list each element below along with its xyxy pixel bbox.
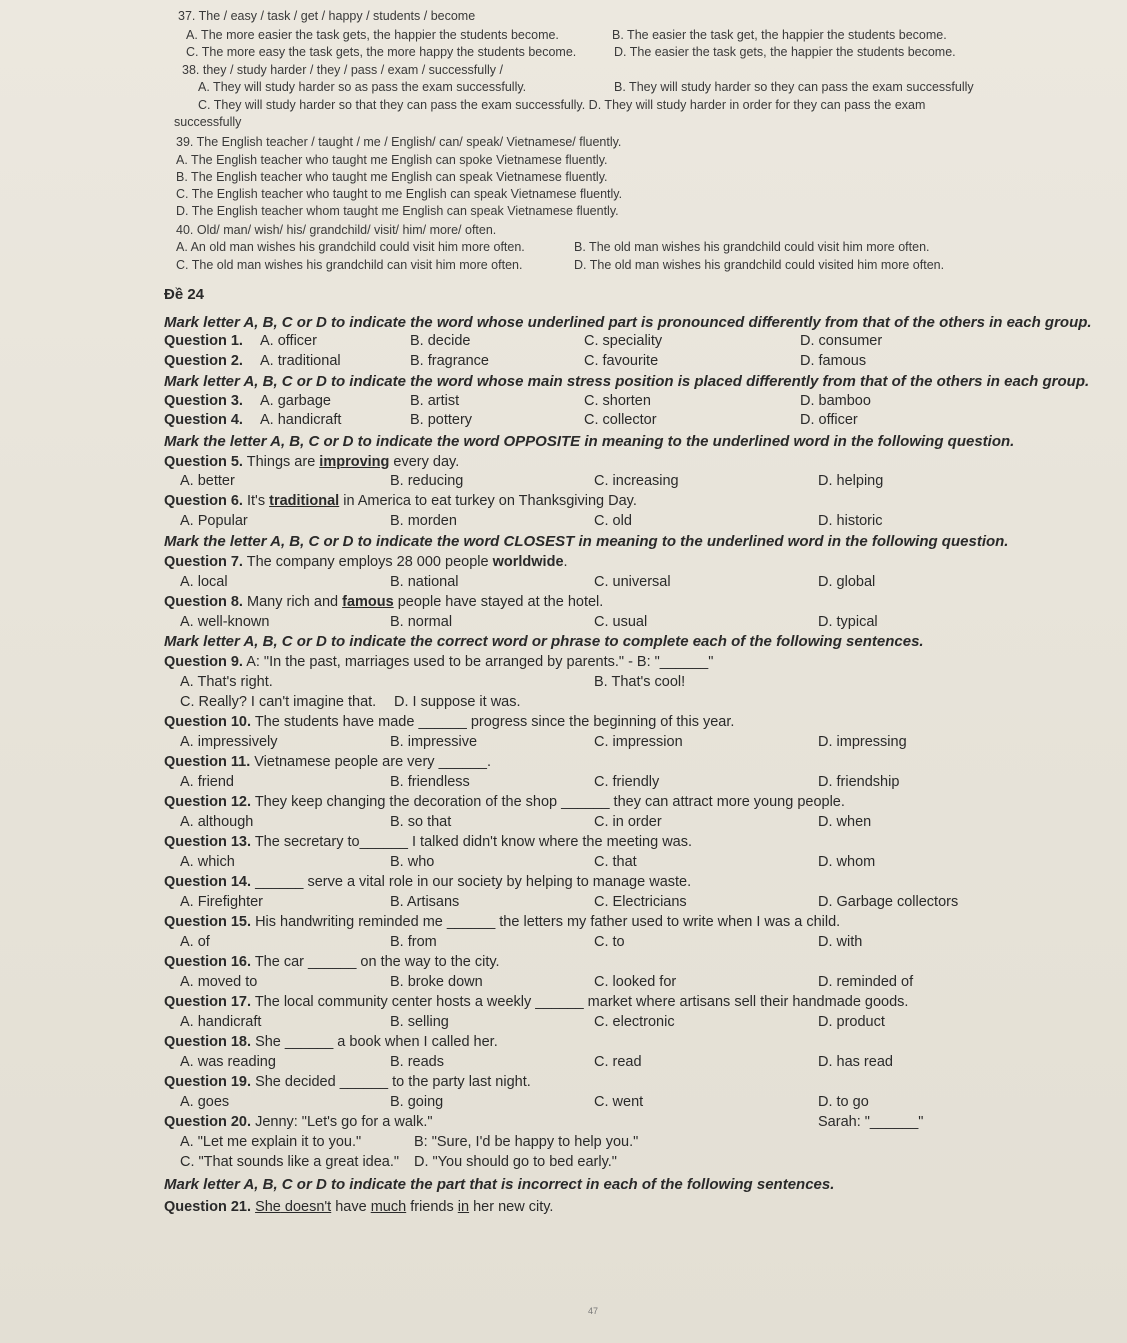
- q39-prompt: 39. The English teacher / taught / me / English/ can/ speak/ Vietnamese/ fluently.: [176, 135, 622, 149]
- q39-option-d: D. The English teacher whom taught me English can speak Vietnamese fluently.: [176, 204, 619, 218]
- q7-label: Question 7.: [164, 554, 243, 570]
- q6-stem-post: in America to eat turkey on Thanksgiving Day.: [339, 493, 637, 509]
- q7-stem: [164, 553, 568, 571]
- q6-option-c[interactable]: C. old: [594, 513, 632, 529]
- q5-stem-pre: Things are: [246, 454, 320, 470]
- q20-option-c[interactable]: C. "That sounds like a great idea.": [180, 1154, 400, 1170]
- q3-label: Question 3.: [164, 393, 243, 409]
- q13-option-d[interactable]: D. whom: [818, 854, 876, 870]
- q20-option-b[interactable]: B: "Sure, I'd be happy to help you.": [414, 1134, 639, 1150]
- q21-part-d[interactable]: in: [457, 1199, 470, 1215]
- q2-option-b[interactable]: B. fragrance: [410, 353, 489, 369]
- q38-option-c: C. They will study harder so that they can pass the exam successfully. D. They will study harder in order for they can pass the exam: [198, 98, 926, 112]
- q17-option-d[interactable]: D. product: [818, 1014, 885, 1030]
- q18-label: Question 18.: [164, 1034, 252, 1050]
- q37-option-a: A. The more easier the task gets, the happier the students become.: [186, 28, 559, 42]
- q16-option-b[interactable]: B. broke down: [390, 974, 483, 990]
- q13-stem-text: The secretary to______ I talked didn't know where the meeting was.: [254, 834, 693, 850]
- q11-label: Question 11.: [164, 754, 251, 770]
- q3-option-c[interactable]: C. shorten: [584, 393, 651, 409]
- q12-option-b[interactable]: B. so that: [390, 814, 452, 830]
- q19-option-b[interactable]: B. going: [390, 1094, 444, 1110]
- q7-option-d[interactable]: D. global: [818, 574, 876, 590]
- q16-stem: [164, 953, 500, 971]
- q12-option-c[interactable]: C. in order: [594, 814, 662, 830]
- q8-underlined-word: famous: [342, 594, 394, 610]
- q15-option-d[interactable]: D. with: [818, 934, 863, 950]
- q5-label: Question 5.: [164, 454, 243, 470]
- q11-option-c[interactable]: C. friendly: [594, 774, 660, 790]
- q11-stem-text: Vietnamese people are very ______.: [254, 754, 491, 770]
- q13-option-b[interactable]: B. who: [390, 854, 435, 870]
- q1-option-c[interactable]: C. speciality: [584, 333, 663, 349]
- q11-option-a[interactable]: A. friend: [180, 774, 234, 790]
- q20-label: Question 20.: [164, 1114, 252, 1130]
- q14-option-b[interactable]: B. Artisans: [390, 894, 460, 910]
- q9-option-a[interactable]: A. That's right.: [180, 674, 273, 690]
- q14-option-c[interactable]: C. Electricians: [594, 894, 687, 910]
- q10-option-d[interactable]: D. impressing: [818, 734, 907, 750]
- instruction-pronunciation: Mark letter A, B, C or D to indicate the word whose underlined part is pronounced differently from that of the others in each group.: [164, 314, 1092, 331]
- q21-label: Question 21.: [164, 1199, 252, 1215]
- q2-option-c[interactable]: C. favourite: [584, 353, 659, 369]
- q7-stem-pre: The company employs 28 000 people: [246, 554, 493, 570]
- q38-option-c-cont: successfully: [174, 115, 242, 129]
- q15-option-c[interactable]: C. to: [594, 934, 625, 950]
- q1-option-a[interactable]: A. officer: [260, 333, 317, 349]
- q11-stem: [164, 753, 491, 771]
- q15-stem-text: His handwriting reminded me ______ the letters my father used to write when I was a child.: [255, 914, 841, 930]
- q8-option-b[interactable]: B. normal: [390, 614, 453, 630]
- q6-stem: [164, 492, 637, 510]
- q6-stem-pre: It's: [247, 493, 270, 509]
- q10-label: Question 10.: [164, 714, 252, 730]
- q10-stem-text: The students have made ______ progress since the beginning of this year.: [254, 714, 735, 730]
- q13-label: Question 13.: [164, 834, 252, 850]
- q15-option-b[interactable]: B. from: [390, 934, 437, 950]
- q40-option-b: B. The old man wishes his grandchild could visit him more often.: [574, 240, 930, 254]
- q19-option-a[interactable]: A. goes: [180, 1094, 230, 1110]
- q8-option-a[interactable]: A. well-known: [180, 614, 270, 630]
- q10-stem: [164, 713, 734, 731]
- q12-stem: [164, 793, 845, 811]
- instruction-opposite: Mark the letter A, B, C or D to indicate the word OPPOSITE in meaning to the underlined word in the following question.: [164, 433, 1015, 450]
- q13-stem: [164, 833, 692, 851]
- q19-label: Question 19.: [164, 1074, 252, 1090]
- q16-option-a[interactable]: A. moved to: [180, 974, 258, 990]
- q4-option-c[interactable]: C. collector: [584, 412, 657, 428]
- q17-option-b[interactable]: B. selling: [390, 1014, 449, 1030]
- q17-stem: [164, 993, 908, 1011]
- q4-option-b[interactable]: B. pottery: [410, 412, 473, 428]
- q21-text-2: friends: [406, 1199, 458, 1215]
- q5-stem: [164, 453, 459, 471]
- q14-option-a[interactable]: A. Firefighter: [180, 894, 263, 910]
- q4-option-d[interactable]: D. officer: [800, 412, 858, 428]
- q37-option-c: C. The more easy the task gets, the more happy the students become.: [186, 45, 577, 59]
- page-number: 47: [588, 1306, 599, 1316]
- q6-underlined-word: traditional: [269, 493, 340, 509]
- q13-option-a[interactable]: A. which: [180, 854, 235, 870]
- q14-label: Question 14.: [164, 874, 252, 890]
- q21-text-1: have: [331, 1199, 371, 1215]
- instruction-stress: Mark letter A, B, C or D to indicate the word whose main stress position is placed differently from that of the others in each group.: [164, 373, 1090, 390]
- q1-option-b[interactable]: B. decide: [410, 333, 471, 349]
- q5-option-a[interactable]: A. better: [180, 473, 235, 489]
- q37-option-b: B. The easier the task get, the happier the students become.: [612, 28, 947, 42]
- q21-part-b[interactable]: doesn't: [280, 1199, 332, 1215]
- q8-stem-post: people have stayed at the hotel.: [393, 594, 604, 610]
- q40-option-c: C. The old man wishes his grandchild can visit him more often.: [176, 258, 523, 272]
- q15-label: Question 15.: [164, 914, 252, 930]
- q19-option-c[interactable]: C. went: [594, 1094, 644, 1110]
- q8-stem: [164, 593, 603, 611]
- q20-option-a[interactable]: A. "Let me explain it to you.": [180, 1134, 362, 1150]
- q1-label: Question 1.: [164, 333, 243, 349]
- q38-option-b: B. They will study harder so they can pass the exam successfully: [614, 80, 974, 94]
- q7-option-c[interactable]: C. universal: [594, 574, 671, 590]
- q9-option-b[interactable]: B. That's cool!: [594, 674, 686, 690]
- q19-stem-text: She decided ______ to the party last night.: [255, 1074, 531, 1090]
- q16-option-d[interactable]: D. reminded of: [818, 974, 914, 990]
- q5-option-c[interactable]: C. increasing: [594, 473, 679, 489]
- q20-stem: [164, 1113, 433, 1131]
- q15-option-a[interactable]: A. of: [180, 934, 210, 950]
- q20-option-d[interactable]: D. "You should go to bed early.": [414, 1154, 617, 1170]
- q38-option-a: A. They will study harder so as pass the exam successfully.: [198, 80, 527, 94]
- q37-prompt: 37. The / easy / task / get / happy / students / become: [178, 9, 476, 23]
- q12-option-d[interactable]: D. when: [818, 814, 872, 830]
- q6-option-a[interactable]: A. Popular: [180, 513, 248, 529]
- q40-prompt: 40. Old/ man/ wish/ his/ grandchild/ visit/ him/ more/ often.: [176, 223, 497, 237]
- q13-option-c[interactable]: C. that: [594, 854, 637, 870]
- q9-option-d[interactable]: D. I suppose it was.: [394, 694, 521, 710]
- q7-option-a[interactable]: A. local: [180, 574, 228, 590]
- q5-option-b[interactable]: B. reducing: [390, 473, 464, 489]
- q9-label: Question 9.: [164, 654, 243, 670]
- q18-option-a[interactable]: A. was reading: [180, 1054, 276, 1070]
- q8-option-c[interactable]: C. usual: [594, 614, 648, 630]
- q16-label: Question 16.: [164, 954, 252, 970]
- q19-option-d[interactable]: D. to go: [818, 1094, 869, 1110]
- q37-option-d: D. The easier the task gets, the happier the students become.: [614, 45, 956, 59]
- q14-stem: [164, 873, 691, 891]
- q9-option-c[interactable]: C. Really? I can't imagine that.: [180, 694, 377, 710]
- q4-option-a[interactable]: A. handicraft: [260, 412, 342, 428]
- q40-option-a: A. An old man wishes his grandchild could visit him more often.: [176, 240, 525, 254]
- q5-stem-post: every day.: [389, 454, 460, 470]
- q17-option-c[interactable]: C. electronic: [594, 1014, 675, 1030]
- q20-stem-sarah: Sarah: "______": [818, 1114, 924, 1130]
- q21-part-a[interactable]: She: [255, 1199, 281, 1215]
- q18-stem-text: She ______ a book when I called her.: [255, 1034, 498, 1050]
- q3-option-a[interactable]: A. garbage: [260, 393, 331, 409]
- q19-stem: [164, 1073, 531, 1091]
- q18-option-b[interactable]: B. reads: [390, 1054, 444, 1070]
- q21-text-3: her new city.: [469, 1199, 554, 1215]
- q18-option-d[interactable]: D. has read: [818, 1054, 893, 1070]
- q2-option-a[interactable]: A. traditional: [260, 353, 341, 369]
- q8-option-d[interactable]: D. typical: [818, 614, 878, 630]
- q4-label: Question 4.: [164, 412, 243, 428]
- q11-option-b[interactable]: B. friendless: [390, 774, 470, 790]
- q39-option-c: C. The English teacher who taught to me English can speak Vietnamese fluently.: [176, 187, 623, 201]
- q16-option-c[interactable]: C. looked for: [594, 974, 677, 990]
- q5-underlined-word: improving: [319, 454, 390, 470]
- q12-label: Question 12.: [164, 794, 252, 810]
- q14-stem-text: ______ serve a vital role in our society by helping to manage waste.: [255, 874, 692, 890]
- q16-stem-text: The car ______ on the way to the city.: [254, 954, 500, 970]
- q9-stem-text: A: "In the past, marriages used to be arranged by parents." - B: "______": [246, 654, 714, 670]
- q11-option-d[interactable]: D. friendship: [818, 774, 900, 790]
- q3-option-b[interactable]: B. artist: [410, 393, 460, 409]
- section-title: Đề 24: [164, 286, 205, 303]
- q7-underlined-word: worldwide: [492, 554, 564, 570]
- q8-stem-pre: Many rich and: [247, 594, 343, 610]
- q14-option-d[interactable]: D. Garbage collectors: [818, 894, 959, 910]
- q2-label: Question 2.: [164, 353, 243, 369]
- q12-option-a[interactable]: A. although: [180, 814, 254, 830]
- instruction-incorrect: Mark letter A, B, C or D to indicate the part that is incorrect in each of the following sentences.: [164, 1176, 835, 1193]
- q21-stem: [164, 1198, 553, 1216]
- q8-label: Question 8.: [164, 594, 243, 610]
- q10-option-b[interactable]: B. impressive: [390, 734, 478, 750]
- q39-option-b: B. The English teacher who taught me English can speak Vietnamese fluently.: [176, 170, 608, 184]
- q39-option-a: A. The English teacher who taught me English can spoke Vietnamese fluently.: [176, 153, 608, 167]
- instruction-closest: Mark the letter A, B, C or D to indicate the word CLOSEST in meaning to the underlined word in the following question.: [164, 533, 1009, 550]
- q6-label: Question 6.: [164, 493, 243, 509]
- q18-stem: [164, 1033, 498, 1051]
- q7-stem-post: .: [563, 554, 568, 570]
- q2-option-d[interactable]: D. famous: [800, 353, 867, 369]
- q38-prompt: 38. they / study harder / they / pass / exam / successfully /: [182, 63, 503, 77]
- q17-option-a[interactable]: A. handicraft: [180, 1014, 262, 1030]
- q6-option-d[interactable]: D. historic: [818, 513, 883, 529]
- q15-stem: [164, 913, 840, 931]
- q21-part-c[interactable]: much: [370, 1199, 407, 1215]
- q10-option-c[interactable]: C. impression: [594, 734, 683, 750]
- q10-option-a[interactable]: A. impressively: [180, 734, 278, 750]
- q3-option-d[interactable]: D. bamboo: [800, 393, 871, 409]
- q1-option-d[interactable]: D. consumer: [800, 333, 883, 349]
- q20-stem-text: Jenny: "Let's go for a walk.": [255, 1114, 433, 1130]
- q17-label: Question 17.: [164, 994, 252, 1010]
- q7-option-b[interactable]: B. national: [390, 574, 459, 590]
- q9-stem: [164, 653, 713, 671]
- q18-option-c[interactable]: C. read: [594, 1054, 642, 1070]
- q6-option-b[interactable]: B. morden: [390, 513, 457, 529]
- q5-option-d[interactable]: D. helping: [818, 473, 884, 489]
- q12-stem-text: They keep changing the decoration of the shop ______ they can attract more young people.: [254, 794, 845, 810]
- q17-stem-text: The local community center hosts a weekly ______ market where artisans sell their handmade goods.: [254, 994, 909, 1010]
- q40-option-d: D. The old man wishes his grandchild could visited him more often.: [574, 258, 945, 272]
- instruction-complete: Mark letter A, B, C or D to indicate the correct word or phrase to complete each of the following sentences.: [164, 633, 924, 650]
